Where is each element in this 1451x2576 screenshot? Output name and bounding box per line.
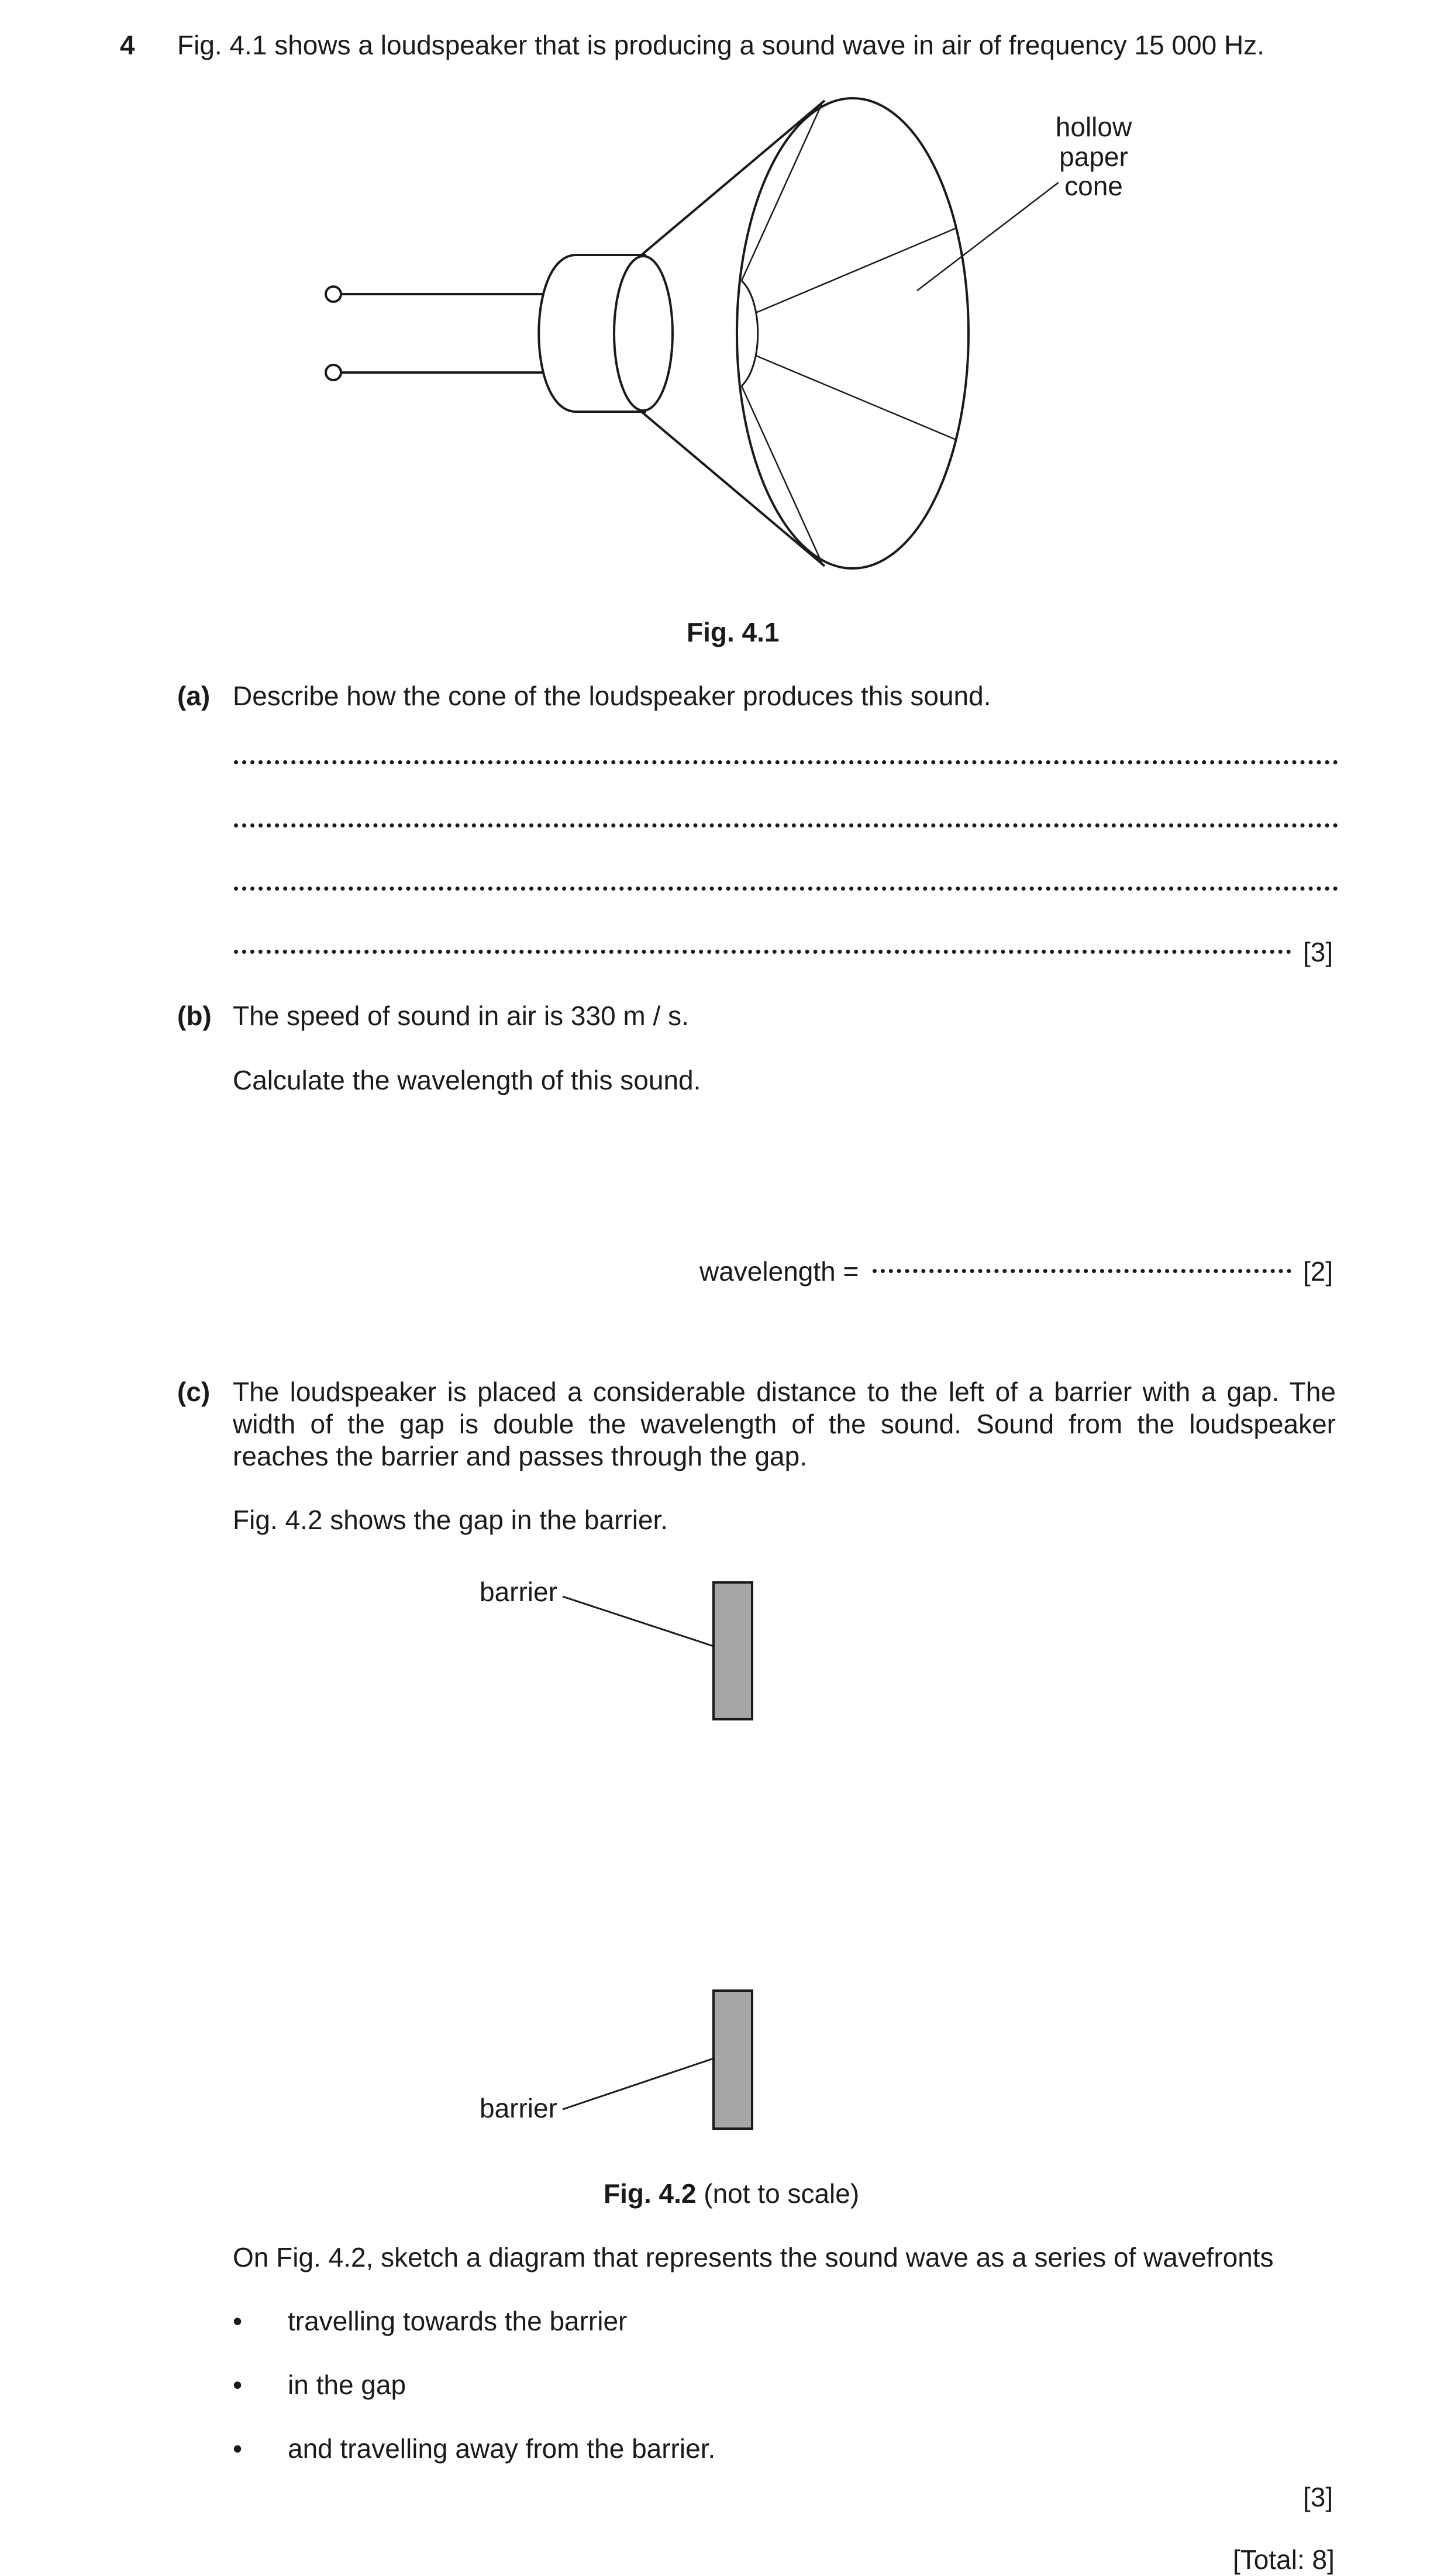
part-b-label: (b) <box>177 1001 212 1031</box>
fig42-caption-bold: Fig. 4.2 <box>604 2178 697 2209</box>
part-c-text: The loudspeaker is placed a considerable distance to the left of a barrier with a gap. The width of the gap is double the wavelength of the sound. Sound from the loudspeaker reaches the barrier and passes through the gap. <box>233 1377 1336 1471</box>
part-b-text2: Calculate the wavelength of this sound. <box>233 1065 701 1095</box>
cone-label-line2: paper <box>1059 141 1128 172</box>
answer-line-a2[interactable] <box>234 821 1338 827</box>
bullet-1-text: travelling towards the barrier <box>288 2306 628 2336</box>
barrier-bottom-leader <box>563 2058 714 2109</box>
part-c-marks: [3] <box>1303 2482 1333 2512</box>
terminal-top <box>326 287 341 302</box>
cone-label-line1: hollow <box>1055 112 1132 142</box>
answer-line-a3[interactable] <box>234 884 1338 891</box>
part-a-text: Describe how the cone of the loudspeaker produces this sound. <box>233 681 991 711</box>
barrier-top-label: barrier <box>480 1577 557 1607</box>
bullet-3-symbol: • <box>233 2433 243 2464</box>
cone-side-bottom <box>639 409 825 566</box>
barrier-top-leader <box>563 1596 714 1646</box>
question-intro: Fig. 4.1 shows a loudspeaker that is producing a sound wave in air of frequency 15 000 Hz. <box>177 30 1264 60</box>
barrier-bottom <box>714 1991 752 2129</box>
total-marks: [Total: 8] <box>1233 2544 1335 2575</box>
part-a-marks: [3] <box>1303 937 1333 967</box>
wavelength-label: wavelength = <box>699 1256 859 1287</box>
question-number: 4 <box>120 30 135 60</box>
part-c-label: (c) <box>177 1377 211 1407</box>
loudspeaker-diagram <box>0 0 1451 643</box>
cone-label <box>1029 112 1158 201</box>
bullet-2-text: in the gap <box>288 2370 406 2400</box>
answer-line-a4[interactable] <box>234 947 1291 954</box>
bullet-3-text: and travelling away from the barrier. <box>288 2433 716 2464</box>
part-b-marks: [2] <box>1303 1256 1333 1287</box>
part-c-instruction: On Fig. 4.2, sketch a diagram that represents the sound wave as a series of wavefronts <box>233 2242 1274 2272</box>
cone-label-line3: cone <box>1064 171 1123 202</box>
answer-line-a1[interactable] <box>234 758 1338 764</box>
fig42-caption <box>604 2178 859 2210</box>
cone-dome <box>742 281 758 386</box>
fig42-intro: Fig. 4.2 shows the gap in the barrier. <box>233 1505 668 1535</box>
barrier-bottom-label: barrier <box>480 2093 557 2123</box>
wavelength-answer-line[interactable] <box>873 1267 1291 1273</box>
cone-rim <box>737 98 969 568</box>
terminal-bottom <box>326 365 341 380</box>
part-b-text1: The speed of sound in air is 330 m / s. <box>233 1001 689 1031</box>
fig41-caption: Fig. 4.1 <box>687 617 780 647</box>
fig42-caption-rest: (not to scale) <box>696 2178 860 2209</box>
cone-back <box>614 256 673 411</box>
bullet-2-symbol: • <box>233 2370 243 2400</box>
cone-side-top <box>639 101 825 257</box>
barrier-top <box>714 1582 752 1719</box>
bullet-1-symbol: • <box>233 2306 243 2336</box>
part-a-label: (a) <box>177 681 211 711</box>
